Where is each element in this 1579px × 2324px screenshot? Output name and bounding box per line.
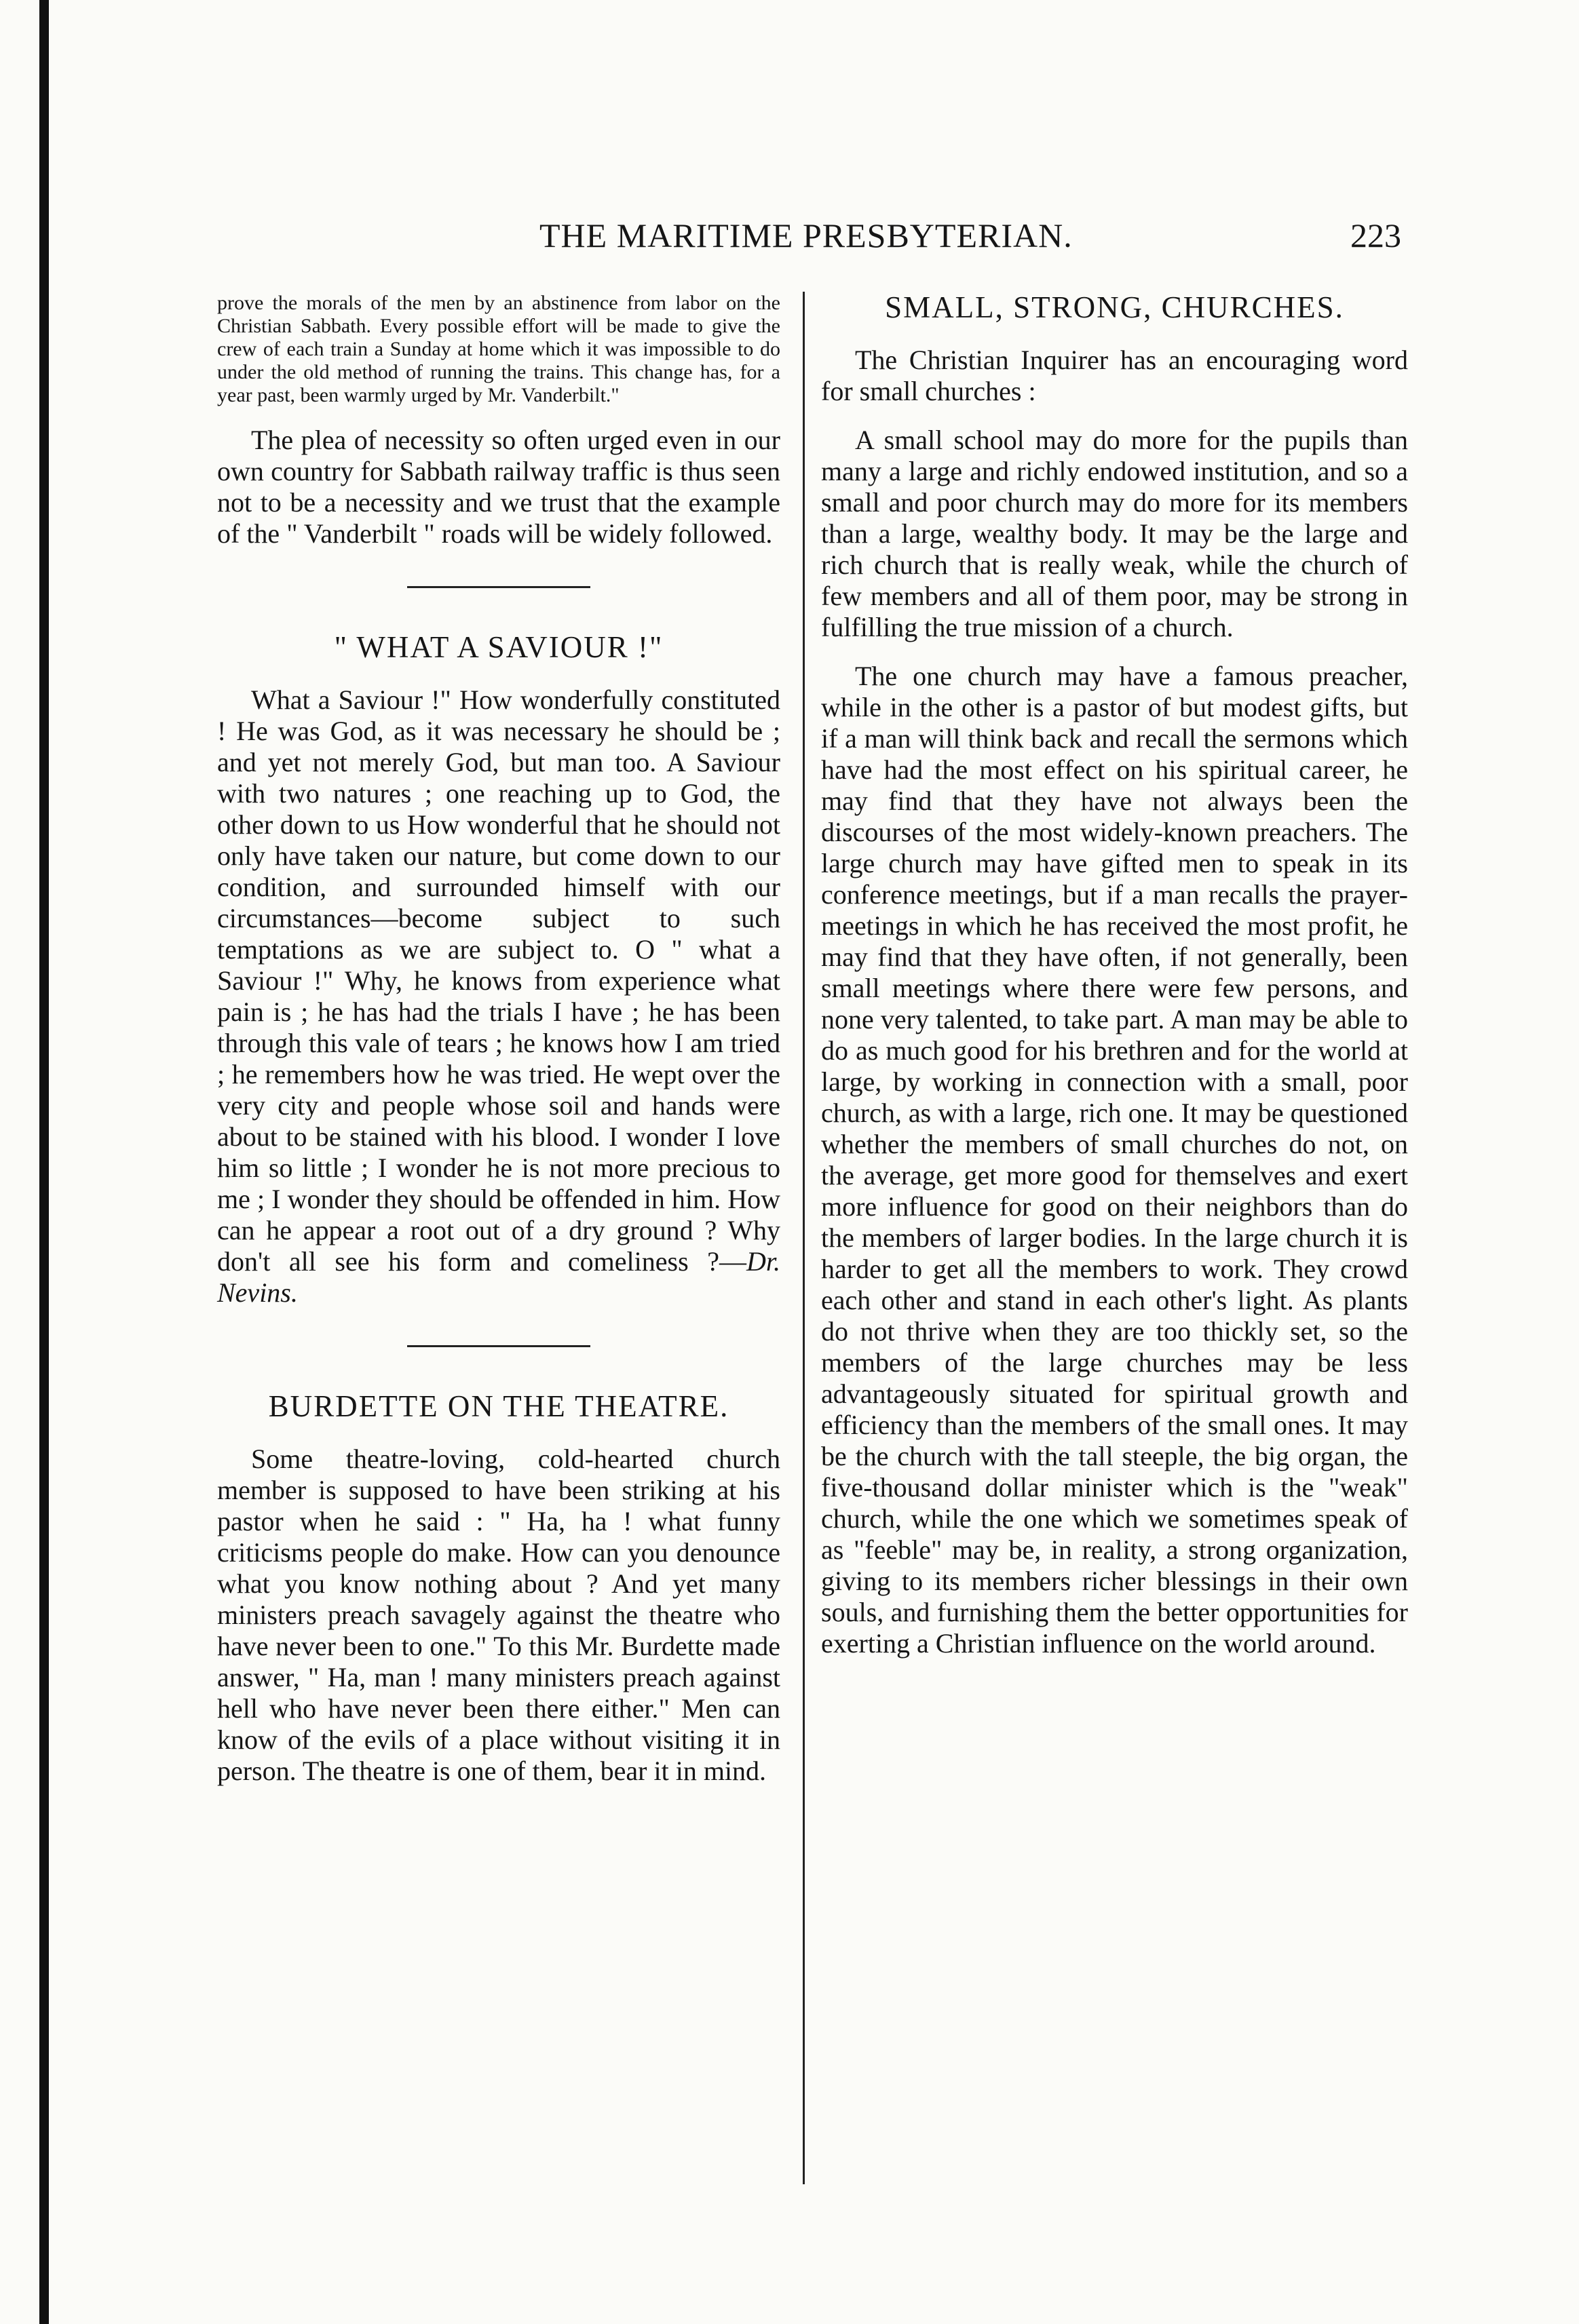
page-binding-edge: [39, 0, 49, 2324]
article-heading-what-a-saviour: " WHAT A SAVIOUR !": [334, 630, 664, 664]
right-column: [821, 292, 1408, 1677]
sabbath-paragraph: The plea of necessity so often urged even in our own country for Sabbath railway traffic is thus seen not to be a necessity and we trust that the example of the " Vanderbilt " roads will be widely followed.: [217, 425, 780, 549]
left-column: [217, 292, 780, 1804]
small-churches-paragraph-2: The one church may have a famous preacher, while in the other is a pastor of but modest gifts, but if a man will think back and recall the sermons which have had the most effect on his spiritual career, he may find that they have not always been the discourses of the most widely-known preachers. The large church may have gifted men to speak in its conference meetings, but if a man recalls the prayer-meetings in which he has received the most profit, he may find that they have often, if not generally, been small meetings where there were few persons, and none very talented, to take part. A man may be able to do as much good for his brethren and for the world at large, by working in connection with a small, poor church, as with a large, rich one. It may be questioned whether the members of small churches do not, on the average, get more good for themselves and exert more influence for good on their neighbors than do the members of larger bodies. In the large church it is harder to get all the members to work. They crowd each other and stand in each other's light. As plants do not thrive when they are too thickly set, so the members of the large churches may be less advantageously situated for spiritual growth and efficiency than the members of the small ones. It may be the church with the tall steeple, the big organ, the five-thousand dollar minister which is the "weak" church, while the one which we sometimes speak of as "feeble" may be, in reality, a strong organization, giving to its members richer blessings in their own souls, and furnishing them the better opportunities for exerting a Christian influence on the world around.: [821, 661, 1408, 1659]
page-number: 223: [1350, 216, 1401, 254]
burdette-text: Some theatre-loving, cold-hearted church member is supposed to have been striking at his pastor when he said : " Ha, ha ! what funny criticisms people do make. How can you denounce what you know nothing about ? And yet many ministers preach savagely against the theatre who have never been to one." To this Mr. Burdette made answer, " Ha, man ! many ministers preach against hell who have never been there either." Men can know of the evils of a place without visiting it in person. The theatre is one of them, bear it in mind.: [217, 1444, 780, 1786]
journal-title: THE MARITIME PRESBYTERIAN.: [539, 216, 1073, 254]
section-divider-2: [407, 1345, 590, 1347]
small-churches-paragraph-1: A small school may do more for the pupils than many a large and richly endowed institution, and so a small and poor church may do more for its members than a large, wealthy body. It may be the large and rich church that is really weak, while the church of few members and all of them poor, may be strong in fulfilling the true mission of a church.: [821, 425, 1408, 642]
section-divider-1: [407, 586, 590, 588]
what-a-saviour-body: What a Saviour !" How wonderfully constituted ! He was God, as it was necessary he should be ; and yet not merely God, but man too. A Saviour with two natures ; one reaching up to God, the other down to us How wonderful that he should not only have taken our nature, but come down to our condition, and surrounded himself with our circumstances—become subject to such temptations as we are subject to. O " what a Saviour !" Why, he knows from experience what pain is ; he has had the trials I have ; he has been through this vale of tears ; he knows how I am tried ; he remembers how he was tried. He wept over the very city and people whose soil and hands were about to be stained with his blood. I wonder I love him so little ; I wonder he is not more precious to me ; I wonder they should be offended in him. How can he appear a root out of a dry ground ? Why don't all see his form and comeliness ?—: [217, 684, 780, 1277]
what-a-saviour-signature: Dr. Nevins.: [217, 1246, 780, 1308]
column-divider: [803, 292, 805, 2184]
article-heading-burdette: BURDETTE ON THE THEATRE.: [268, 1389, 729, 1423]
page-header: [204, 209, 1425, 270]
continued-fragment: prove the morals of the men by an abstinence from labor on the Christian Sabbath. Every possible effort will be made to give the crew of each train a Sunday at home which it was impossible to do under the old method of running the trains. This change has, for a year past, been warmly urged by Mr. Vanderbilt.": [217, 292, 780, 406]
small-churches-intro: The Christian Inquirer has an encouraging word for small churches :: [821, 345, 1408, 406]
what-a-saviour-text: [217, 684, 780, 1309]
article-heading-small-churches: SMALL, STRONG, CHURCHES.: [885, 290, 1344, 324]
